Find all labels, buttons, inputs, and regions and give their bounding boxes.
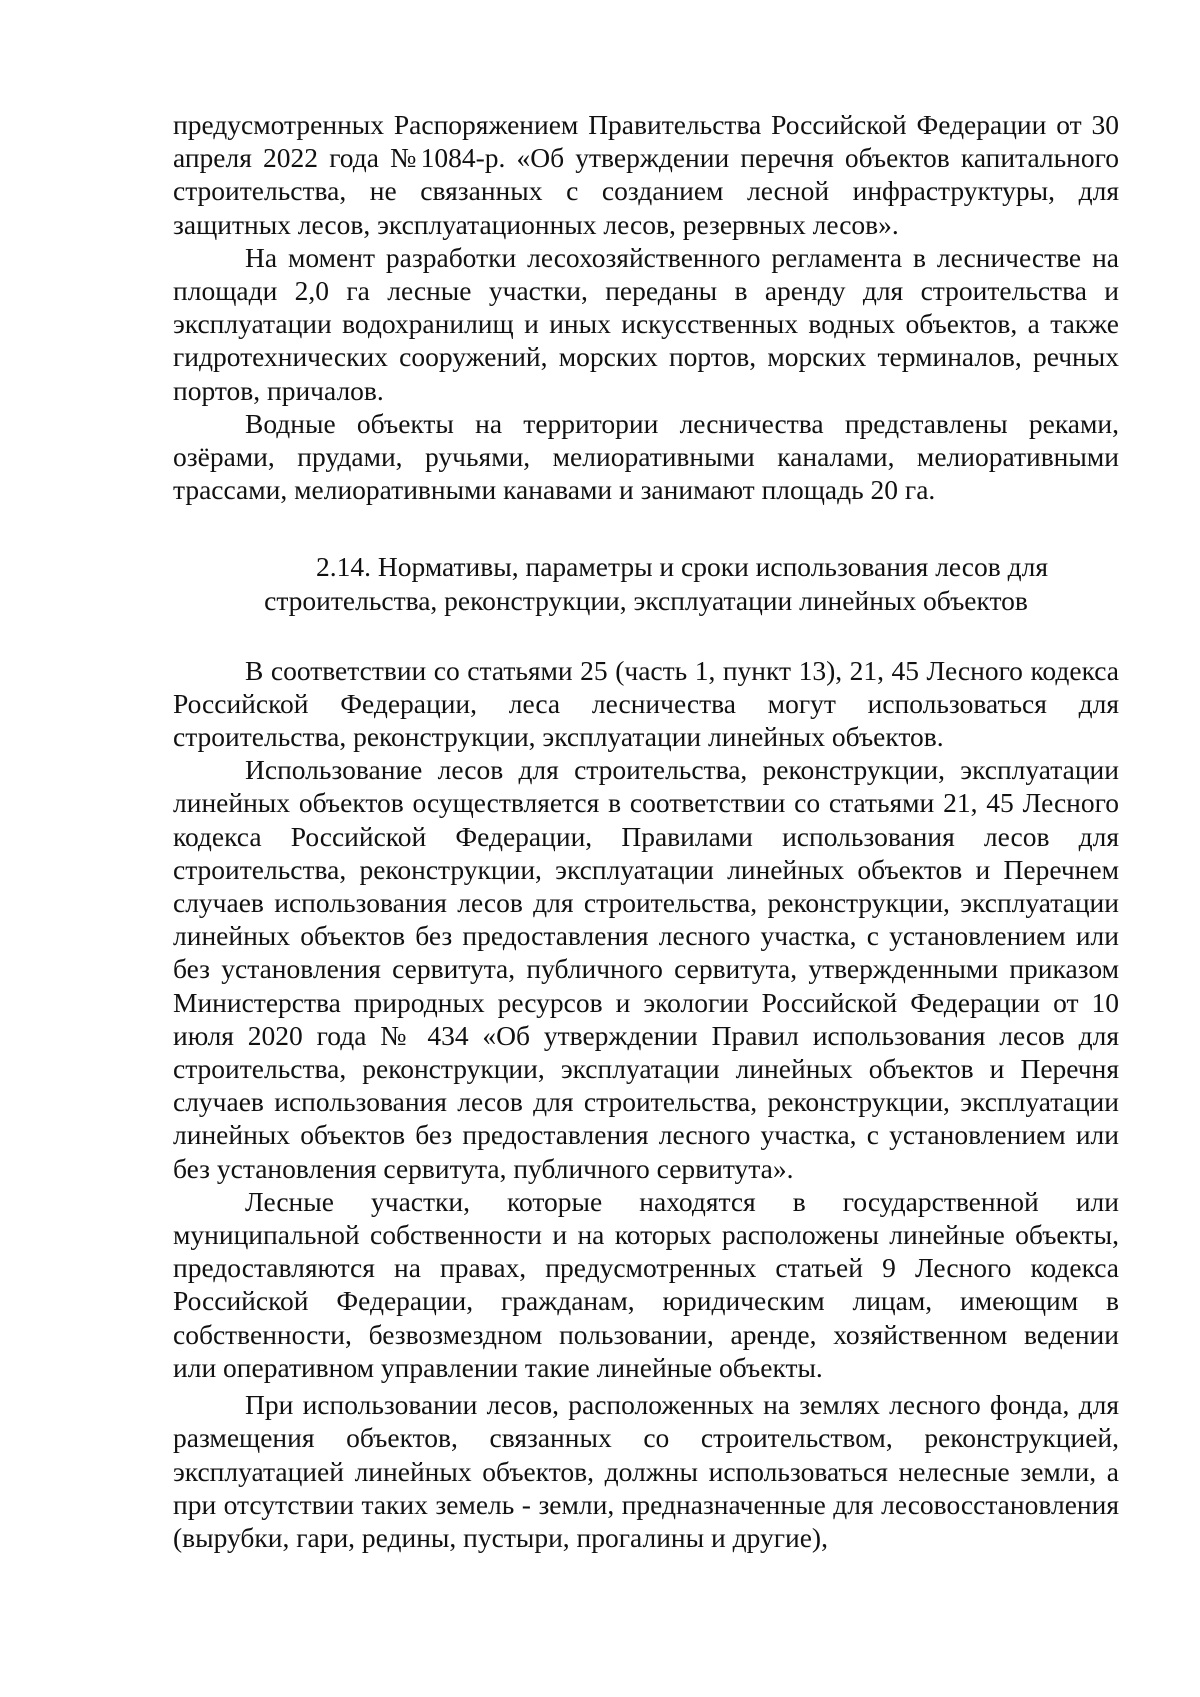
spacer <box>173 506 1119 550</box>
paragraph-usage-rules: Использование лесов для строительства, реконструкции, эксплуатации линейных объектов осуществляется в соответствии со статьями 21, 45 Лесного кодекса Российской Федерации, Правилами использования лесов для строительства, реконструкции, эксплуатации линейных объектов и Перечнем случаев использования лесов для строительства, реконструкции, эксплуатации линейных объектов без предоставления лесного участка, с установлением или без установления сервитута, публичного сервитута, утвержденными приказом Министерства природных ресурсов и экологии Российской Федерации от 10 июля 2020 года № 434 «Об утверждении Правил использования лесов для строительства, реконструкции, эксплуатации линейных объектов и Перечня случаев использования лесов для строительства, реконструкции, эксплуатации линейных объектов без предоставления лесного участка, с установлением или без установления сервитута, публичного сервитута». <box>173 754 1119 1184</box>
section-heading-line-2: строительства, реконструкции, эксплуатации линейных объектов <box>264 585 1028 617</box>
paragraph-lease-info: На момент разработки лесохозяйственного регламента в лесничестве на площади 2,0 га лесные участки, переданы в аренду для строительства и эксплуатации водохранилищ и иных искусственных водных объектов, а также гидротехнических сооружений, морских портов, морских терминалов, речных портов, причалов. <box>173 241 1119 406</box>
spacer <box>173 618 1119 654</box>
paragraph-land-usage: При использовании лесов, расположенных на землях лесного фонда, для размещения объектов, связанных со строительством, реконструкцией, эксплуатацией линейных объектов, должны использоваться нелесные земли, а при отсутствии таких земель - земли, предназначенные для лесовосстановления (вырубки, гари, редины, пустыри, прогалины и другие), <box>173 1389 1119 1553</box>
paragraph-continuation: предусмотренных Распоряжением Правительства Российской Федерации от 30 апреля 2022 года №1084-р. «Об утверждении перечня объектов капитального строительства, не связанных с созданием лесной инфраструктуры, для защитных лесов, эксплуатационных лесов, резервных лесов». <box>173 109 1119 240</box>
section-heading <box>173 550 1119 617</box>
document-page <box>173 108 1119 1554</box>
paragraph-water-bodies: Водные объекты на территории лесничества представлены реками, озёрами, прудами, ручьями, мелиоративными каналами, мелиоративными трассами, мелиоративными канавами и занимают площадь 20 га. <box>173 407 1119 506</box>
section-heading-line-1: 2.14. Нормативы, параметры и сроки использования лесов для <box>316 551 1048 583</box>
paragraph-land-rights: Лесные участки, которые находятся в государственной или муниципальной собственности и на которых расположены линейные объекты, предоставляются на правах, предусмотренных статьей 9 Лесного кодекса Российской Федерации, гражданам, юридическим лицам, имеющим в собственности, безвозмездном пользовании, аренде, хозяйственном ведении или оперативном управлении такие линейные объекты. <box>173 1185 1119 1383</box>
paragraph-legal-basis: В соответствии со статьями 25 (часть 1, пункт 13), 21, 45 Лесного кодекса Российской Федерации, леса лесничества могут использоваться для строительства, реконструкции, эксплуатации линейных объектов. <box>173 654 1119 753</box>
